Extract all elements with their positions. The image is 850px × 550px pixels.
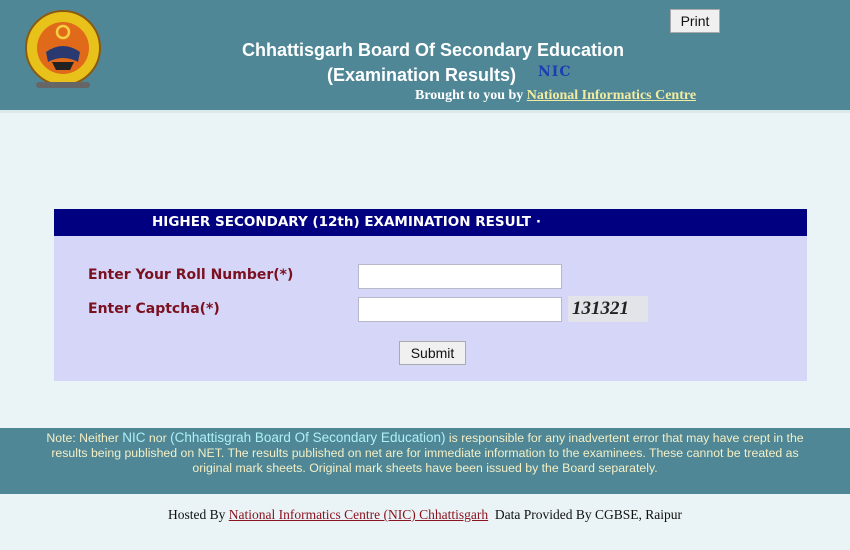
nic-chhattisgarh-link[interactable]: National Informatics Centre (NIC) Chhattisgarh (228, 507, 489, 522)
nic-logo: NIC (538, 64, 572, 80)
note-board: (Chhattisgrah Board Of Secondary Education) (170, 430, 446, 445)
result-form-panel (54, 209, 807, 381)
roll-number-label: Enter Your Roll Number(*) (88, 267, 294, 283)
footer (0, 507, 850, 523)
captcha-image: 131321 (568, 296, 648, 322)
captcha-label: Enter Captcha(*) (88, 301, 220, 317)
note-text: Note: Neither (46, 431, 123, 445)
note-text: nor (145, 431, 171, 445)
form-title: HIGHER SECONDARY (12th) EXAMINATION RESULT · (54, 209, 807, 236)
page-subtitle: (Examination Results) (327, 65, 517, 85)
disclaimer-note (0, 428, 850, 494)
roll-number-input[interactable] (358, 264, 562, 289)
data-provider-text: Data Provided By CGBSE, Raipur (488, 507, 683, 522)
site-header (0, 0, 850, 113)
nic-link[interactable]: National Informatics Centre (526, 88, 697, 103)
hosted-by-text: Hosted By (167, 507, 229, 522)
note-text: is responsible for any inadvertent error that may have crept in the results being published on NET. The results published on net are for immediate information to the examinees. These cannot be treated as original mark sheets. Original mark sheets have been issued by the Board separately. (51, 431, 804, 475)
captcha-input[interactable] (358, 297, 562, 322)
brought-by-text: Brought to you by (415, 88, 524, 103)
note-nic: NIC (122, 430, 146, 445)
brought-by (415, 88, 696, 104)
print-button[interactable]: Print (670, 9, 720, 33)
submit-button[interactable]: Submit (399, 341, 466, 365)
page-title: Chhattisgarh Board Of Secondary Education (241, 40, 625, 60)
